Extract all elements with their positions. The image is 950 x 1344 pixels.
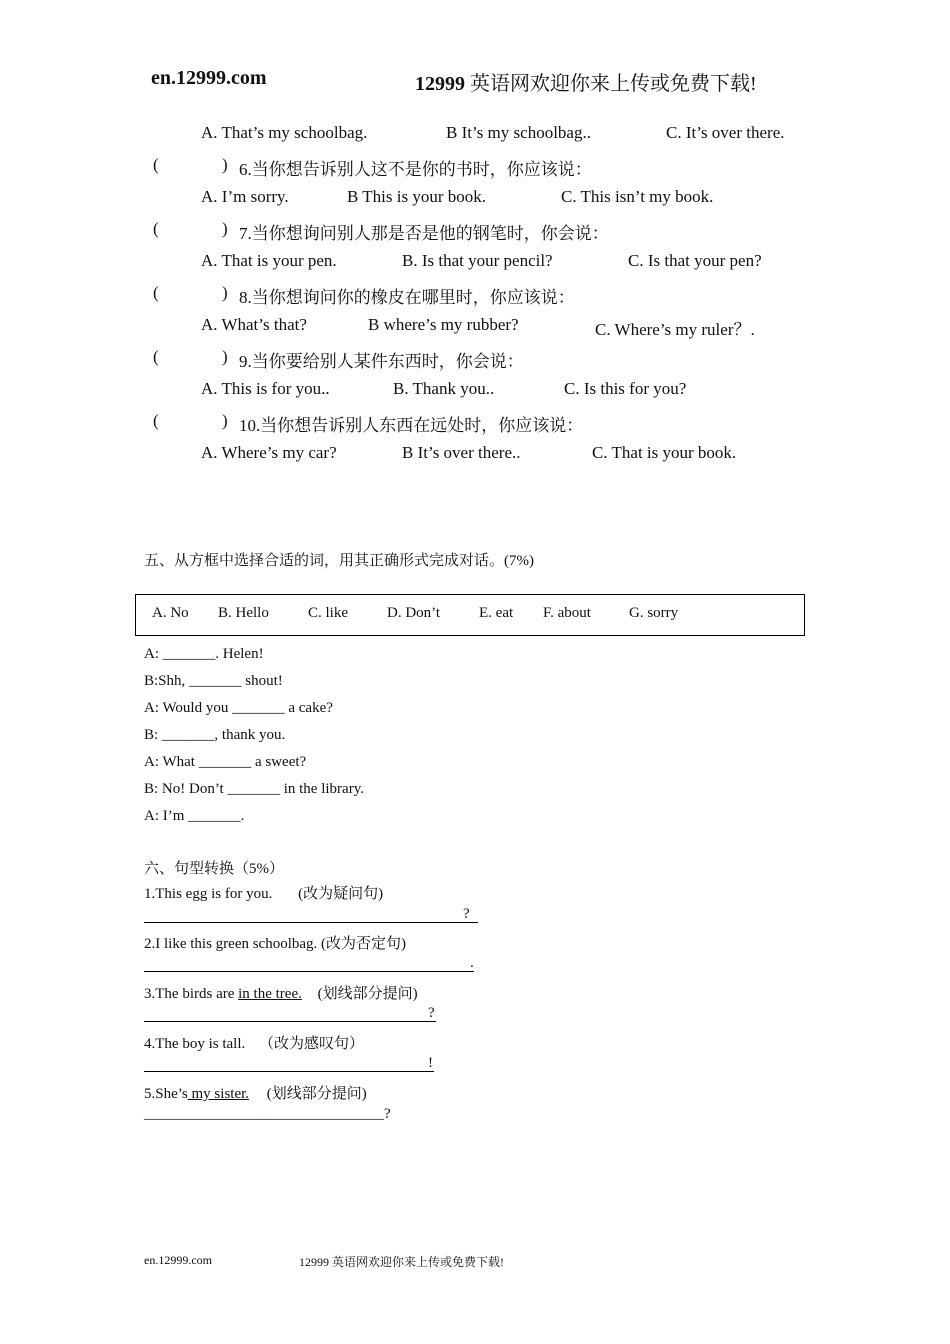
transform-item-1-sentence: 1.This egg is for you. (144, 886, 273, 902)
transform-item-4-sentence: 4.The boy is tall. (144, 1036, 246, 1052)
answer-line-2[interactable] (144, 971, 474, 972)
q10-option-a: A. Where’s my car? (201, 443, 337, 462)
word-choice-e: E. eat (479, 605, 514, 621)
q10-option-b: B It’s over there.. (402, 443, 521, 462)
dialogue-line-7: A: I’m _______. (144, 808, 245, 824)
word-choice-d: D. Don’t (387, 605, 441, 621)
q7-option-c: C. Is that your pen? (628, 251, 762, 270)
header-brand-text: 英语网欢迎你来上传或免费下载! (465, 73, 757, 95)
answer-line-2-end: . (470, 955, 474, 971)
q8-option-c: C. Where’s my ruler？. (595, 320, 755, 339)
answer-line-1-end: ? (463, 906, 470, 922)
q10-question: 10.当你想告诉别人东西在远处时，你应该说： (239, 416, 584, 435)
q7-close-paren: ) (222, 219, 228, 238)
dialogue-line-5: A: What _______ a sweet? (144, 754, 307, 770)
q9-option-b: B. Thank you.. (393, 379, 495, 398)
q7-option-a: A. That is your pen. (201, 251, 337, 270)
answer-line-1[interactable] (144, 922, 478, 923)
q6-close-paren: ) (222, 155, 228, 174)
section5-title: 五、从方框中选择合适的词，用其正确形式完成对话。(7%) (144, 553, 534, 569)
transform-item-1-hint: (改为疑问句) (298, 886, 384, 902)
q8-open-paren: ( (153, 283, 159, 302)
header-site: en.12999.com (151, 67, 267, 89)
q6-option-c: C. This isn’t my book. (561, 187, 714, 206)
dialogue-line-6: B: No! Don’t _______ in the library. (144, 781, 364, 797)
word-box (135, 594, 805, 636)
transform-item-4-hint: （改为感叹句） (259, 1036, 365, 1052)
q6-open-paren: ( (153, 155, 159, 174)
dialogue-line-3: A: Would you _______ a cake? (144, 700, 333, 716)
answer-line-3[interactable] (144, 1021, 436, 1022)
q7-open-paren: ( (153, 219, 159, 238)
header-brand (415, 67, 757, 96)
transform-item-3-sentence: 3.The birds are (144, 986, 239, 1002)
q10-open-paren: ( (153, 411, 159, 430)
transform-item-3-hint: (划线部分提问) (317, 986, 418, 1002)
q8-option-a: A. What’s that? (201, 315, 307, 334)
header-brand-number: 12999 (415, 73, 465, 95)
transform-item-5-sentence: 5.She’s (144, 1086, 188, 1102)
q5-option-c: C. It’s over there. (666, 123, 785, 142)
q6-question: 6.当你想告诉别人这不是你的书时，你应该说： (239, 160, 592, 179)
q9-question: 9.当你要给别人某件东西时，你会说： (239, 352, 524, 371)
answer-line-4[interactable] (144, 1071, 434, 1072)
transform-item-3-underlined: in the tree. (238, 986, 302, 1002)
q10-option-c: C. That is your book. (592, 443, 737, 462)
q9-option-c: C. Is this for you? (564, 379, 687, 398)
transform-item-4 (144, 1032, 364, 1053)
footer-text: 12999 英语网欢迎你来上传或免费下载! (299, 1255, 504, 1269)
answer-line-4-end: ! (428, 1055, 433, 1071)
section6-title: 六、句型转换（5%） (144, 861, 284, 877)
answer-line-5[interactable]: ________________________________? (144, 1106, 391, 1122)
dialogue-line-1: A: _______. Helen! (144, 646, 264, 662)
q7-option-b: B. Is that your pencil? (402, 251, 553, 270)
transform-item-5 (144, 1082, 367, 1103)
q8-option-b: B where’s my rubber? (368, 315, 519, 334)
word-choice-b: B. Hello (218, 605, 269, 621)
transform-item-5-hint: (划线部分提问) (266, 1086, 367, 1102)
transform-item-1 (144, 882, 383, 903)
q8-question: 8.当你想询问你的橡皮在哪里时，你应该说： (239, 288, 575, 307)
q6-option-a: A. I’m sorry. (201, 187, 289, 206)
q9-close-paren: ) (222, 347, 228, 366)
q6-option-b: B This is your book. (347, 187, 487, 206)
q8-close-paren: ) (222, 283, 228, 302)
q9-open-paren: ( (153, 347, 159, 366)
dialogue-line-4: B: _______, thank you. (144, 727, 286, 743)
transform-item-2: 2.I like this green schoolbag. (改为否定句) (144, 936, 407, 952)
q7-question: 7.当你想询问别人那是否是他的钢笔时，你会说： (239, 224, 609, 243)
footer-site: en.12999.com (144, 1253, 212, 1267)
transform-item-5-underlined: my sister. (187, 1086, 250, 1102)
q5-option-a: A. That’s my schoolbag. (201, 123, 368, 142)
word-choice-c: C. like (308, 605, 348, 621)
word-choice-g: G. sorry (629, 605, 679, 621)
word-choice-f: F. about (543, 605, 591, 621)
q10-close-paren: ) (222, 411, 228, 430)
transform-item-3 (144, 982, 418, 1003)
word-choice-a: A. No (152, 605, 189, 621)
q9-option-a: A. This is for you.. (201, 379, 330, 398)
dialogue-line-2: B:Shh, _______ shout! (144, 673, 283, 689)
q5-option-b: B It’s my schoolbag.. (446, 123, 591, 142)
answer-line-3-end: ? (428, 1005, 435, 1021)
